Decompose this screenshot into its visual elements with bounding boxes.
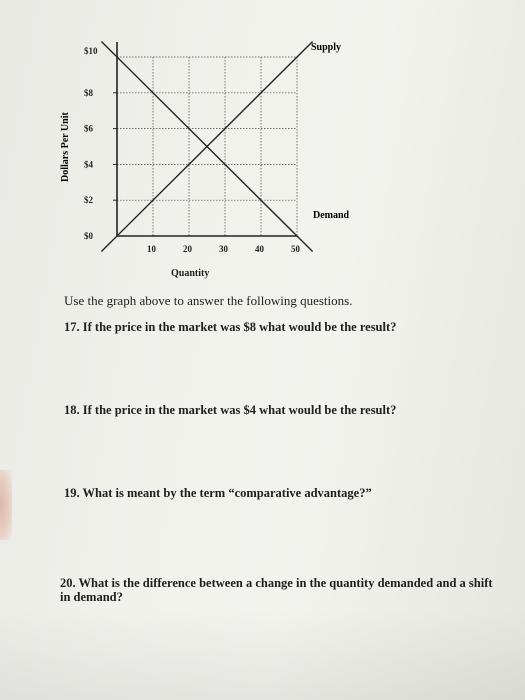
x-tick-label: 40 [255,244,264,254]
x-axis-label: Quantity [171,268,210,279]
y-tick-label: $6 [84,123,93,134]
x-tick-label: 50 [291,244,300,254]
x-tick-label: 20 [183,244,192,254]
chart-lines [101,41,312,251]
x-tick-label: 10 [147,244,156,254]
y-tick-label: $10 [84,46,98,56]
page-shade [0,610,525,700]
instructions: Use the graph above to answer the following questions. [64,293,353,308]
y-tick-label: $4 [84,159,93,170]
question-17: 17. If the price in the market was $8 what would be the result? [64,320,397,334]
y-tick-label: $2 [84,195,93,206]
page-edge-shadow [0,470,12,540]
y-tick-label: $8 [84,87,93,98]
supply-label: Supply [311,42,342,53]
y-tick-labels [84,46,117,241]
question-19: 19. What is meant by the term “comparative advantage?” [64,486,372,500]
x-tick-label: 30 [219,244,228,254]
x-tick-labels [147,244,301,254]
question-20: 20. What is the difference between a change in the quantity demanded and a shift in demand? [60,576,493,604]
y-tick-label: $0 [84,231,93,241]
question-18: 18. If the price in the market was $4 what would be the result? [64,403,397,417]
demand-label: Demand [313,210,350,221]
y-axis-label: Dollars Per Unit [60,112,71,182]
supply-demand-chart [0,0,525,290]
